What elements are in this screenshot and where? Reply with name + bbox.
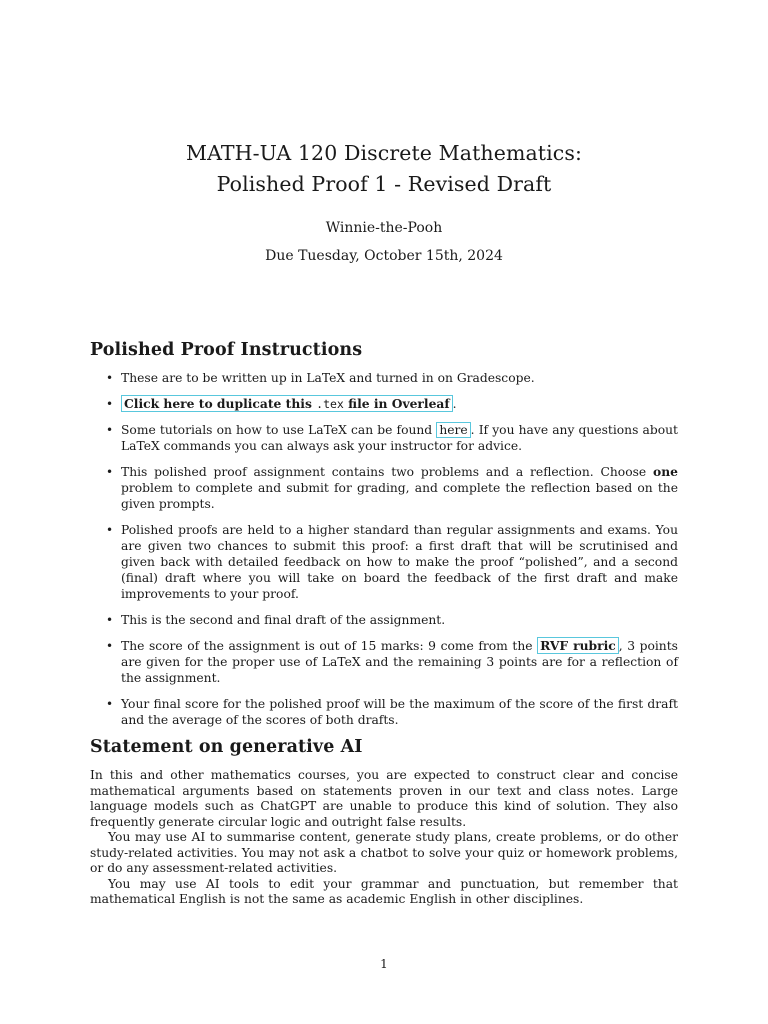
list-item: • This is the second and final draft of the assignment. (106, 613, 446, 627)
instructions-list (90, 370, 678, 738)
bullet: • (106, 523, 114, 537)
title-line-1: MATH-UA 120 Discrete Mathematics: (185, 141, 583, 165)
bullet: • (106, 465, 114, 479)
paragraph: In this and other mathematics courses, you are expected to construct clear and concise mathematical arguments based on statements proven in our text and class notes. Large language models such as ChatGPT are unable to produce this kind of solution. They also frequently generate circular logic and outright false results. (90, 768, 678, 829)
paragraph: You may use AI to summarise content, generate study plans, create problems, or do other study-related activities. You may not ask a chatbot to solve your quiz or homework problems, or do any assessment-related activities. (90, 830, 678, 875)
bullet: • (106, 613, 114, 627)
due-date: Due Tuesday, October 15th, 2024 (265, 248, 503, 264)
bullet: • (106, 639, 114, 653)
paragraph: You may use AI tools to edit your grammar and punctuation, but remember that mathematical English is not the same as academic English in other disciplines. (90, 876, 678, 906)
bullet: • (106, 423, 114, 437)
document-title (0, 138, 768, 200)
page-number: 1 (380, 957, 388, 971)
list-item: • The score of the assignment is out of 15 marks: 9 come from the RVF rubric , 3 points are given for the proper use of LaTeX and the remaining 3 points are for a reflection of the assignment. (106, 638, 678, 685)
bullet: • (106, 397, 114, 411)
title-block (0, 138, 768, 265)
rvf-rubric-link[interactable]: RVF rubric (537, 637, 619, 654)
author: Winnie-the-Pooh (325, 220, 443, 236)
section-heading-instructions: Polished Proof Instructions (90, 340, 363, 360)
bullet: • (106, 697, 114, 711)
overleaf-duplicate-link[interactable]: Click here to duplicate this .tex file in Overleaf (121, 395, 453, 412)
list-item: • Your final score for the polished proof will be the maximum of the score of the first draft and the average of the scores of both drafts. (106, 697, 678, 727)
bullet: • (106, 371, 114, 385)
section-heading-ai: Statement on generative AI (90, 737, 363, 757)
list-item: • Some tutorials on how to use LaTeX can be found here . If you have any questions about LaTeX commands you can always ask your instructor for advice. (106, 423, 679, 453)
list-item: • Polished proofs are held to a higher standard than regular assignments and exams. You are given two chances to submit this proof: a first draft that will be scrutinised and given back with detailed feedback on how to make the proof “polished”, and a second (final) draft where you will take on board the feedback of the first draft and make improvements to your proof. (106, 523, 678, 601)
list-item: • These are to be written up in LaTeX and turned in on Gradescope. (106, 371, 535, 385)
list-item: • Click here to duplicate this .tex file in Overleaf . (106, 396, 457, 411)
tutorials-link[interactable]: here (436, 422, 470, 438)
ai-statement-body (90, 768, 678, 908)
title-line-2: Polished Proof 1 - Revised Draft (216, 172, 552, 196)
list-item: • This polished proof assignment contains two problems and a reflection. Choose one problem to complete and submit for grading, and complete the reflection based on the given prompts. (106, 464, 678, 511)
